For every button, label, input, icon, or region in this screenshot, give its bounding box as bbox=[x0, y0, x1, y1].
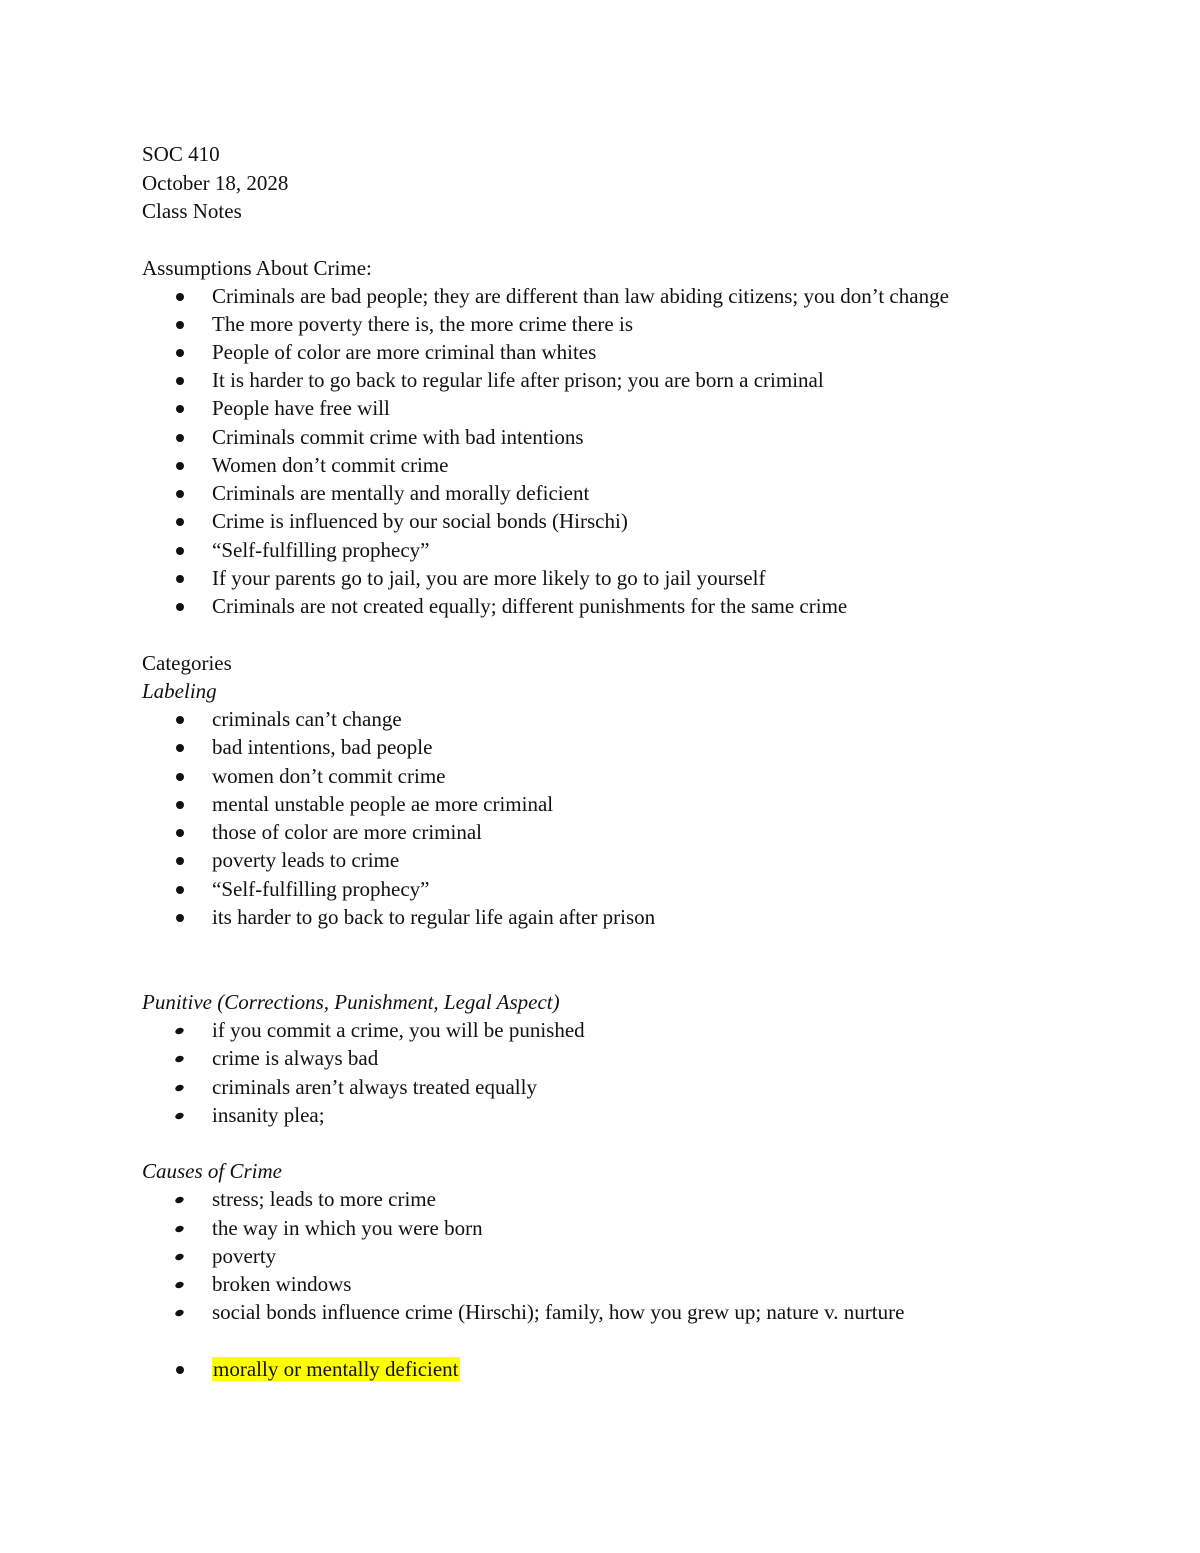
bullet-icon bbox=[176, 490, 184, 498]
bullet-icon bbox=[176, 575, 184, 583]
list-item-text: Criminals are bad people; they are different than law abiding citizens; you don’t change bbox=[212, 284, 949, 308]
list-item-text: its harder to go back to regular life again after prison bbox=[212, 905, 656, 929]
list-item-text: poverty bbox=[212, 1244, 277, 1268]
document-type: Class Notes bbox=[142, 199, 242, 223]
bullet-icon bbox=[176, 716, 184, 724]
note-date: October 18, 2028 bbox=[142, 171, 289, 195]
list-item-text: criminals aren’t always treated equally bbox=[212, 1075, 537, 1099]
bullet-icon bbox=[176, 321, 184, 329]
list-item-text: Criminals are not created equally; different punishments for the same crime bbox=[212, 594, 848, 618]
list-item-text: Criminals are mentally and morally deficient bbox=[212, 481, 590, 505]
punitive-heading: Punitive (Corrections, Punishment, Legal Aspect) bbox=[142, 990, 560, 1014]
bullet-icon bbox=[174, 1281, 184, 1290]
bullet-icon bbox=[176, 377, 184, 385]
bullet-icon bbox=[176, 886, 184, 894]
list-item-text: broken windows bbox=[212, 1272, 352, 1296]
list-item-text: the way in which you were born bbox=[212, 1216, 483, 1240]
bullet-icon bbox=[176, 773, 184, 781]
bullet-icon bbox=[174, 1253, 184, 1262]
bullet-icon bbox=[176, 349, 184, 357]
course-code: SOC 410 bbox=[142, 142, 220, 166]
bullet-icon bbox=[176, 744, 184, 752]
list-item-text: those of color are more criminal bbox=[212, 820, 482, 844]
list-item-text: social bonds influence crime (Hirschi); family, how you grew up; nature v. nurture bbox=[212, 1300, 905, 1324]
list-item-text: crime is always bad bbox=[212, 1046, 379, 1070]
list-item-text: mental unstable people ae more criminal bbox=[212, 792, 554, 816]
list-item-text: Crime is influenced by our social bonds (Hirschi) bbox=[212, 509, 628, 533]
list-item-text: bad intentions, bad people bbox=[212, 735, 433, 759]
bullet-icon bbox=[176, 914, 184, 922]
bullet-icon bbox=[176, 603, 184, 611]
bullet-icon bbox=[174, 1225, 184, 1234]
bullet-icon bbox=[176, 462, 184, 470]
list-item-text: It is harder to go back to regular life after prison; you are born a criminal bbox=[212, 368, 824, 392]
list-item-text: Women don’t commit crime bbox=[212, 453, 449, 477]
bullet-icon bbox=[176, 293, 184, 301]
highlighted-text: morally or mentally deficient bbox=[213, 1357, 459, 1381]
bullet-icon bbox=[176, 801, 184, 809]
bullet-icon bbox=[174, 1309, 184, 1318]
bullet-icon bbox=[174, 1084, 184, 1093]
list-item-text: “Self-fulfilling prophecy” bbox=[212, 877, 430, 901]
list-item-text: if you commit a crime, you will be punished bbox=[212, 1018, 585, 1042]
bullet-icon bbox=[174, 1027, 184, 1036]
list-item-text: People of color are more criminal than whites bbox=[212, 340, 597, 364]
bullet-icon bbox=[176, 405, 184, 413]
list-item-text: poverty leads to crime bbox=[212, 848, 400, 872]
bullet-icon bbox=[174, 1112, 184, 1121]
list-item-text: The more poverty there is, the more crime there is bbox=[212, 312, 634, 336]
bullet-icon bbox=[174, 1055, 184, 1064]
list-item-text: Criminals commit crime with bad intentions bbox=[212, 425, 584, 449]
bullet-icon bbox=[176, 518, 184, 526]
causes-heading: Causes of Crime bbox=[142, 1159, 283, 1183]
bullet-icon bbox=[176, 434, 184, 442]
bullet-icon bbox=[176, 857, 184, 865]
bullet-icon bbox=[176, 547, 184, 555]
list-item-text: women don’t commit crime bbox=[212, 764, 446, 788]
list-item-text: stress; leads to more crime bbox=[212, 1187, 436, 1211]
list-item-text: criminals can’t change bbox=[212, 707, 402, 731]
list-item-text: People have free will bbox=[212, 396, 390, 420]
categories-heading: Categories bbox=[142, 651, 232, 675]
assumptions-heading: Assumptions About Crime: bbox=[142, 256, 372, 280]
bullet-icon bbox=[176, 829, 184, 837]
list-item-text: “Self-fulfilling prophecy” bbox=[212, 538, 430, 562]
bullet-icon bbox=[176, 1366, 184, 1374]
list-item-text: insanity plea; bbox=[212, 1103, 325, 1127]
list-item-text: If your parents go to jail, you are more likely to go to jail yourself bbox=[212, 566, 766, 590]
bullet-icon bbox=[174, 1196, 184, 1205]
labeling-heading: Labeling bbox=[142, 679, 217, 703]
